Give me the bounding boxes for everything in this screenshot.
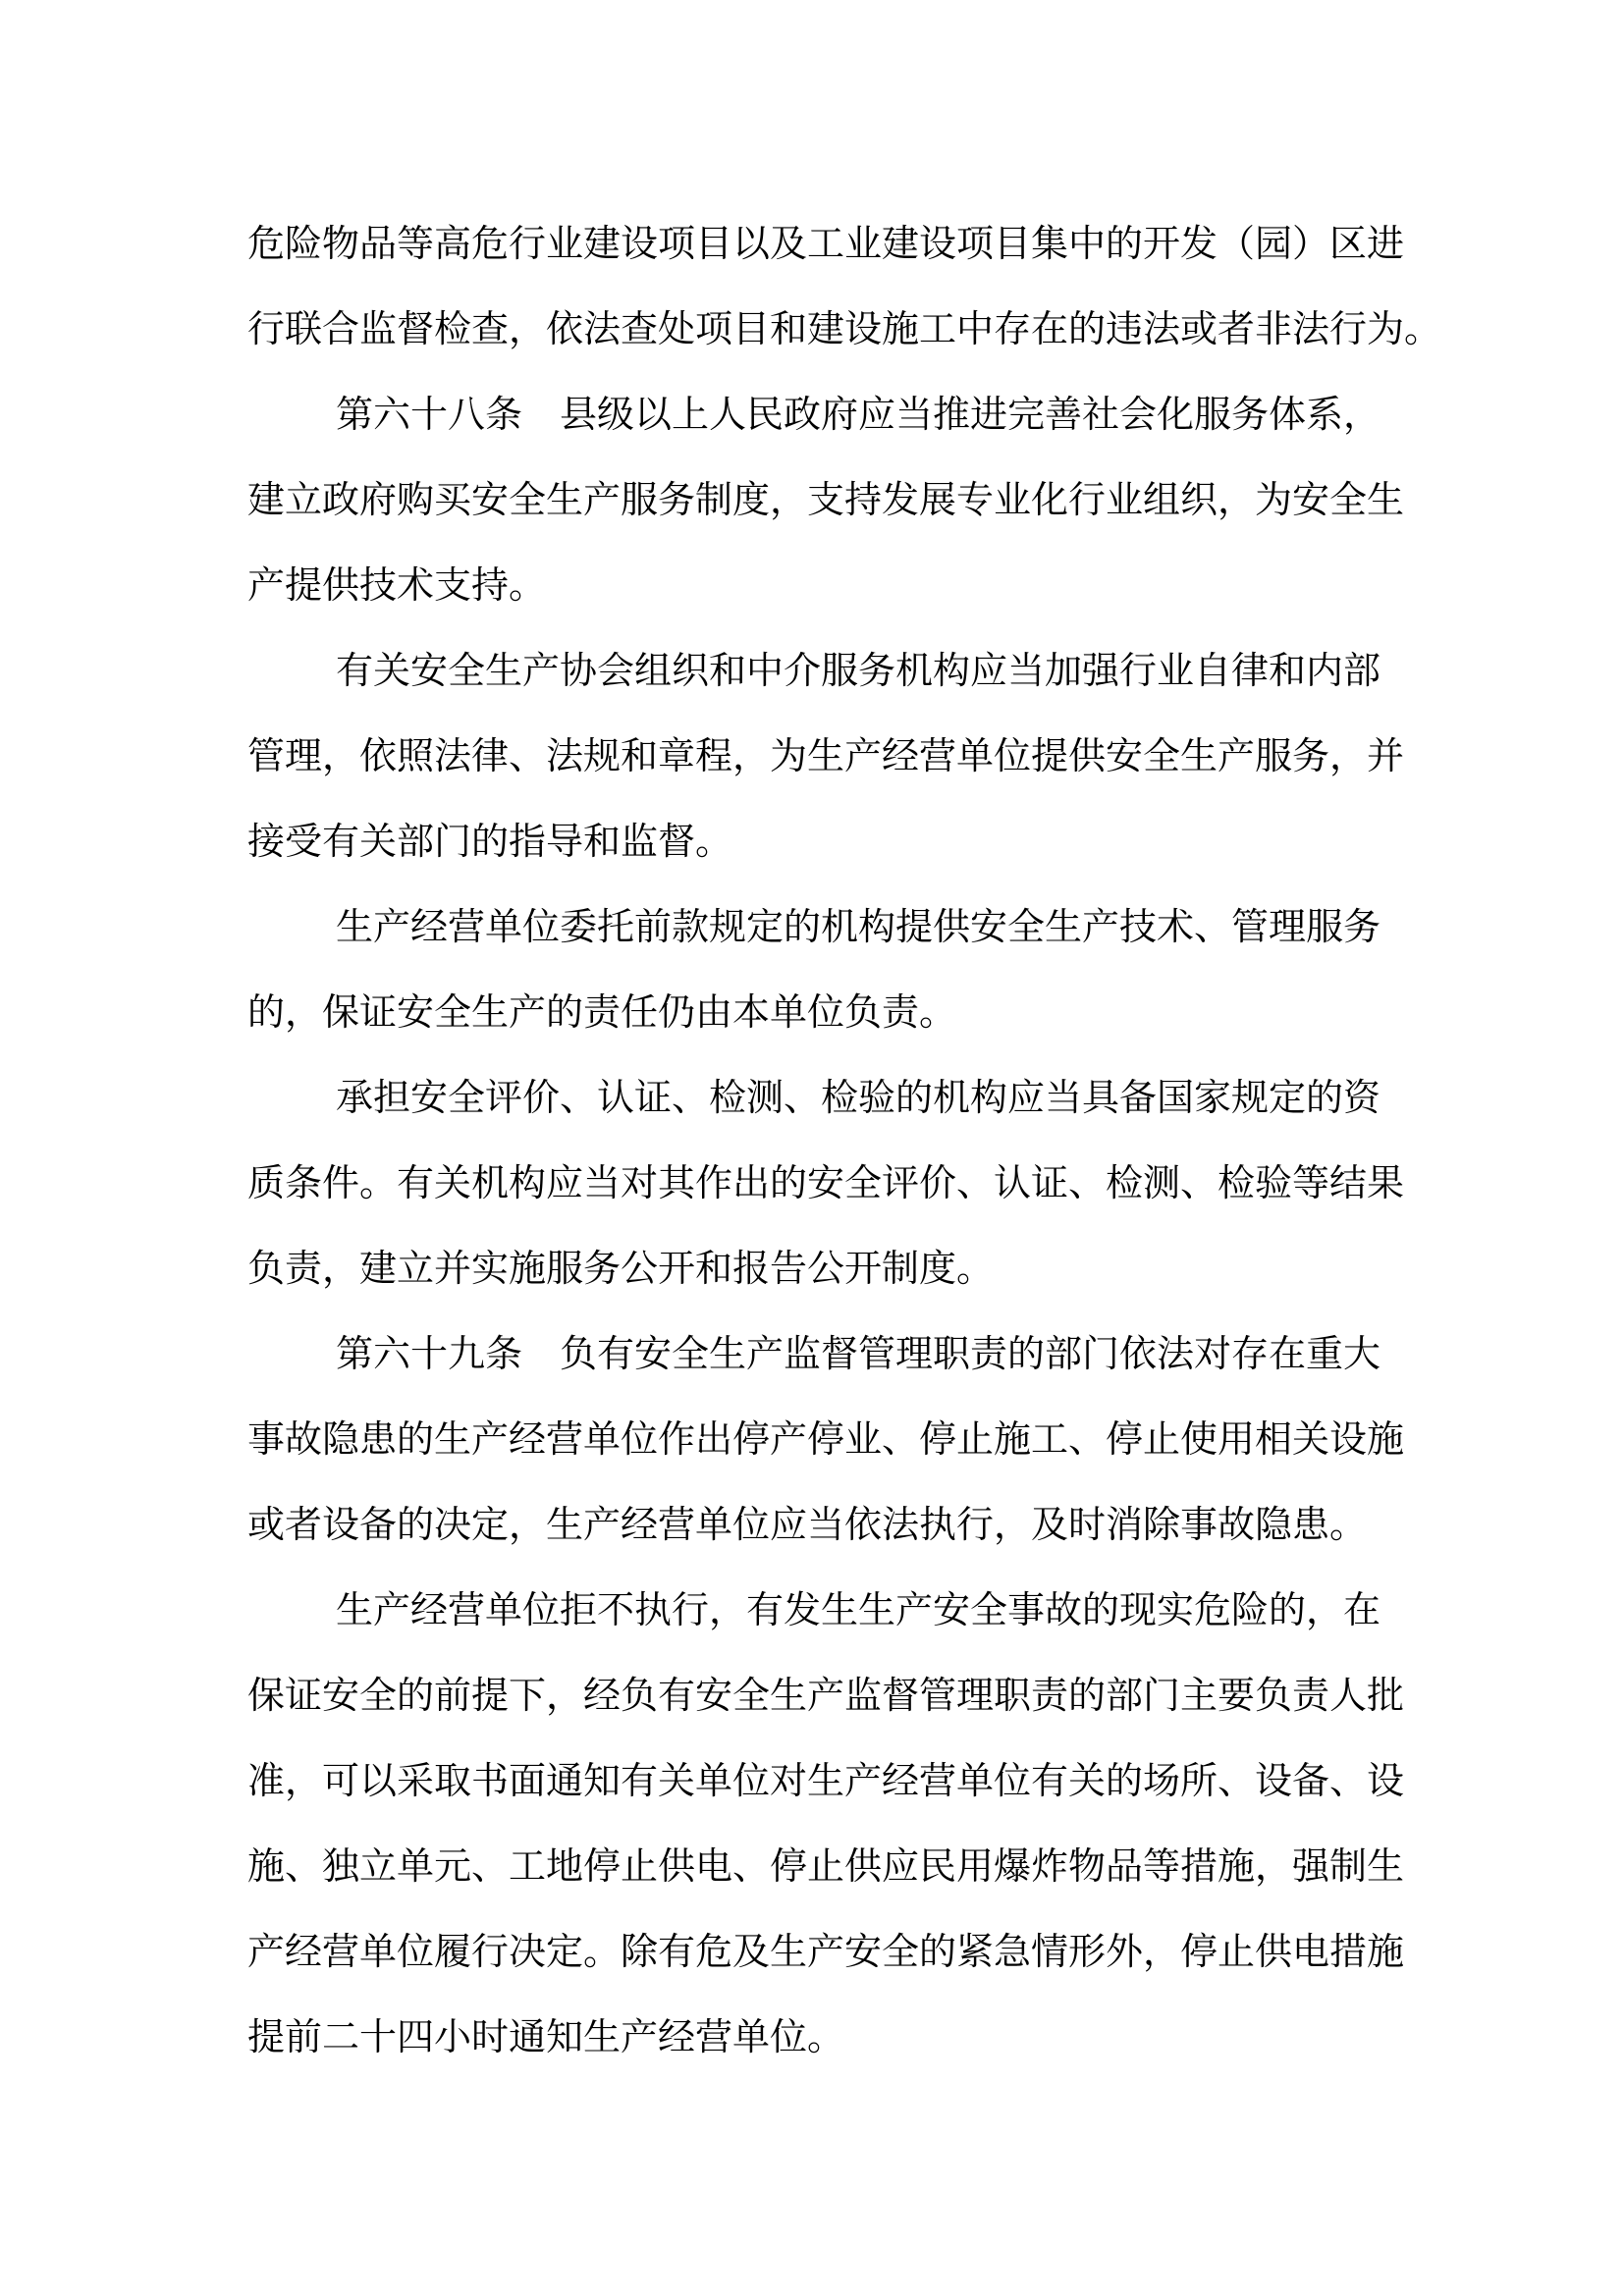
text-line: 建立政府购买安全生产服务制度，支持发展专业化行业组织，为安全生 <box>247 478 1405 521</box>
paragraph-start-line: 生产经营单位拒不执行，有发生生产安全事故的现实危险的，在 <box>336 1588 1381 1631</box>
article-69-heading-line: 第六十九条 负有安全生产监督管理职责的部门依法对存在重大 <box>336 1332 1381 1375</box>
text-line: 保证安全的前提下，经负有安全生产监督管理职责的部门主要负责人批 <box>247 1674 1405 1717</box>
text-line: 准，可以采取书面通知有关单位对生产经营单位有关的场所、设备、设 <box>247 1759 1405 1802</box>
text-line: 事故隐患的生产经营单位作出停产停业、停止施工、停止使用相关设施 <box>247 1417 1405 1461</box>
text-line: 质条件。有关机构应当对其作出的安全评价、认证、检测、检验等结果 <box>247 1161 1405 1204</box>
text-line: 管理，依照法律、法规和章程，为生产经营单位提供安全生产服务，并 <box>247 734 1405 777</box>
paragraph-start-line: 承担安全评价、认证、检测、检验的机构应当具备国家规定的资 <box>336 1076 1381 1119</box>
text-line: 提前二十四小时通知生产经营单位。 <box>247 2015 845 2058</box>
article-68-heading-line: 第六十八条 县级以上人民政府应当推进完善社会化服务体系， <box>336 393 1381 436</box>
text-line: 的，保证安全生产的责任仍由本单位负责。 <box>247 990 957 1034</box>
text-line: 负责，建立并实施服务公开和报告公开制度。 <box>247 1247 995 1290</box>
paragraph-start-line: 生产经营单位委托前款规定的机构提供安全生产技术、管理服务 <box>336 905 1381 948</box>
text-line: 接受有关部门的指导和监督。 <box>247 820 733 863</box>
text-line: 产提供技术支持。 <box>247 563 547 607</box>
text-line: 危险物品等高危行业建设项目以及工业建设项目集中的开发（园）区进 <box>247 222 1405 265</box>
paragraph-start-line: 有关安全生产协会组织和中介服务机构应当加强行业自律和内部 <box>336 649 1381 692</box>
text-line: 产经营单位履行决定。除有危及生产安全的紧急情形外，停止供电措施 <box>247 1930 1405 1973</box>
text-line: 施、独立单元、工地停止供电、停止供应民用爆炸物品等措施，强制生 <box>247 1844 1405 1888</box>
text-line: 或者设备的决定，生产经营单位应当依法执行，及时消除事故隐患。 <box>247 1503 1368 1546</box>
text-line: 行联合监督检查，依法查处项目和建设施工中存在的违法或者非法行为。 <box>247 307 1442 350</box>
